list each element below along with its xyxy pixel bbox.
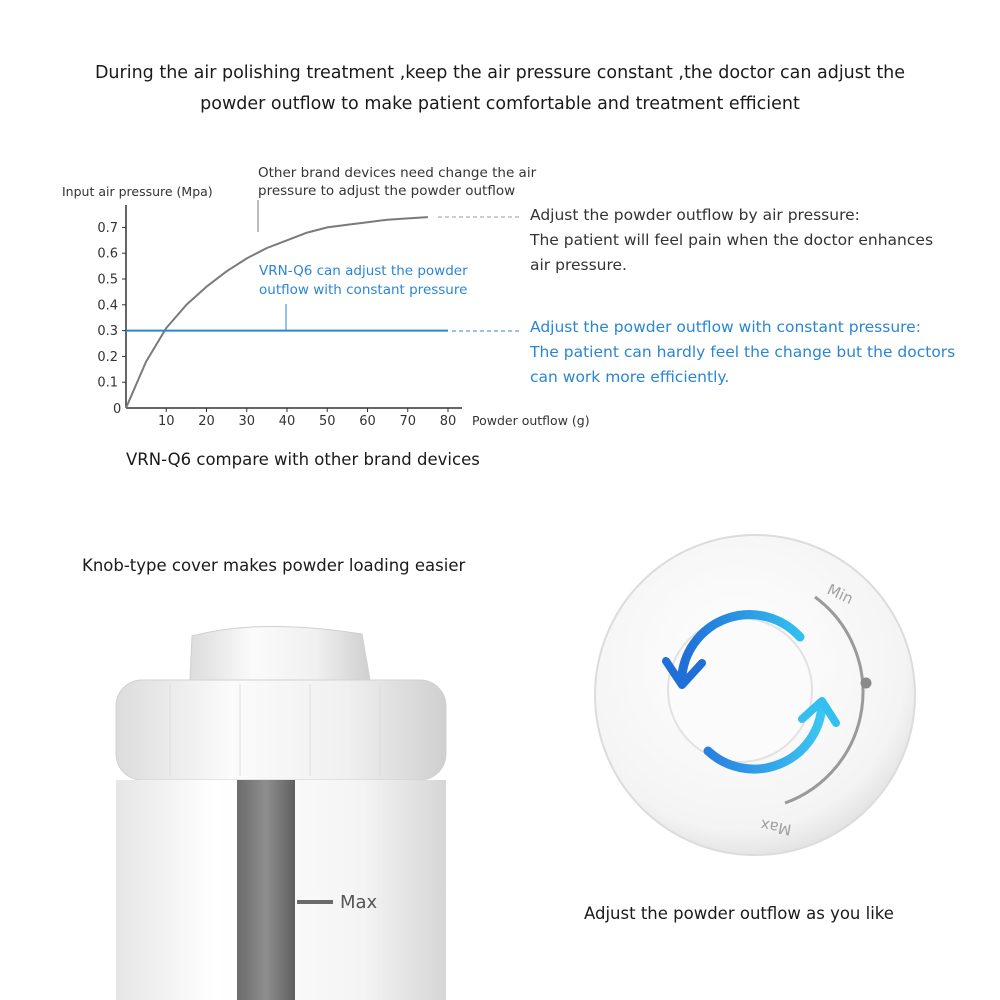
other-brand-note-title: Adjust the powder outflow by air pressure: <box>530 206 860 224</box>
vrn-q6-note-line-3: can work more efficiently. <box>530 368 730 386</box>
other-brand-annotation-line-1: Other brand devices need change the air <box>258 165 537 181</box>
vrn-q6-note <box>530 315 955 390</box>
x-tick-label: 70 <box>399 414 417 429</box>
vrn-q6-annotation-line-2: outflow with constant pressure <box>259 282 468 298</box>
vrn-q6-annotation-line-1: VRN-Q6 can adjust the powder <box>259 263 468 279</box>
other-brand-note <box>530 203 933 278</box>
x-tick-label: 20 <box>198 414 215 429</box>
y-axis-label: Input air pressure (Mpa) <box>62 184 213 199</box>
powder-window <box>237 780 295 1000</box>
vrn-q6-note-line-2: The patient can hardly feel the change but the doctors <box>530 343 956 361</box>
x-axis-label: Powder outflow (g) <box>472 413 590 428</box>
other-brand-note-line-3: air pressure. <box>530 256 627 274</box>
series-line-other_brand <box>126 217 428 408</box>
y-tick-label: 0.1 <box>97 375 118 391</box>
y-tick-label: 0.7 <box>97 220 118 236</box>
other-brand-annotation-line-2: pressure to adjust the powder outflow <box>258 183 516 199</box>
chart-caption: VRN-Q6 compare with other brand devices <box>126 450 480 469</box>
y-tick-label: 0.5 <box>97 272 118 288</box>
x-tick-label: 10 <box>157 414 175 429</box>
chart-plot-area <box>97 205 462 429</box>
cap-ring <box>116 680 446 780</box>
knob-cover-caption: Knob-type cover makes powder loading easier <box>82 556 466 575</box>
max-level-mark <box>297 900 333 904</box>
headline-line-1: During the air polishing treatment ,keep the air pressure constant ,the doctor can adjust the <box>94 63 906 83</box>
powder-chamber-image <box>100 620 470 1000</box>
headline-line-2: powder outflow to make patient comfortable and treatment efficient <box>200 94 800 114</box>
y-tick-label: 0.4 <box>97 298 118 314</box>
dial-max-label: Max <box>759 815 793 839</box>
y-tick-label: 0.2 <box>97 349 118 365</box>
y-tick-label: 0.6 <box>97 246 118 262</box>
dial-min-label: Min <box>824 580 857 608</box>
origin-label: 0 <box>113 402 122 417</box>
max-level-label: Max <box>340 892 378 913</box>
x-tick-label: 50 <box>318 414 336 429</box>
other-brand-note-line-2: The patient will feel pain when the doctor enhances <box>530 231 934 249</box>
vrn-q6-note-title: Adjust the powder outflow with constant pressure: <box>530 318 921 336</box>
adjust-outflow-caption: Adjust the powder outflow as you like <box>584 904 894 923</box>
x-tick-label: 60 <box>359 414 376 429</box>
y-tick-label: 0.3 <box>97 324 118 340</box>
x-tick-label: 40 <box>278 414 296 429</box>
x-tick-label: 80 <box>439 414 457 429</box>
dial-indicator-dot <box>861 678 872 689</box>
adjustment-dial-image <box>590 525 930 865</box>
x-tick-label: 30 <box>238 414 256 429</box>
dial-knob[interactable] <box>668 618 812 762</box>
knob-top <box>190 626 370 680</box>
